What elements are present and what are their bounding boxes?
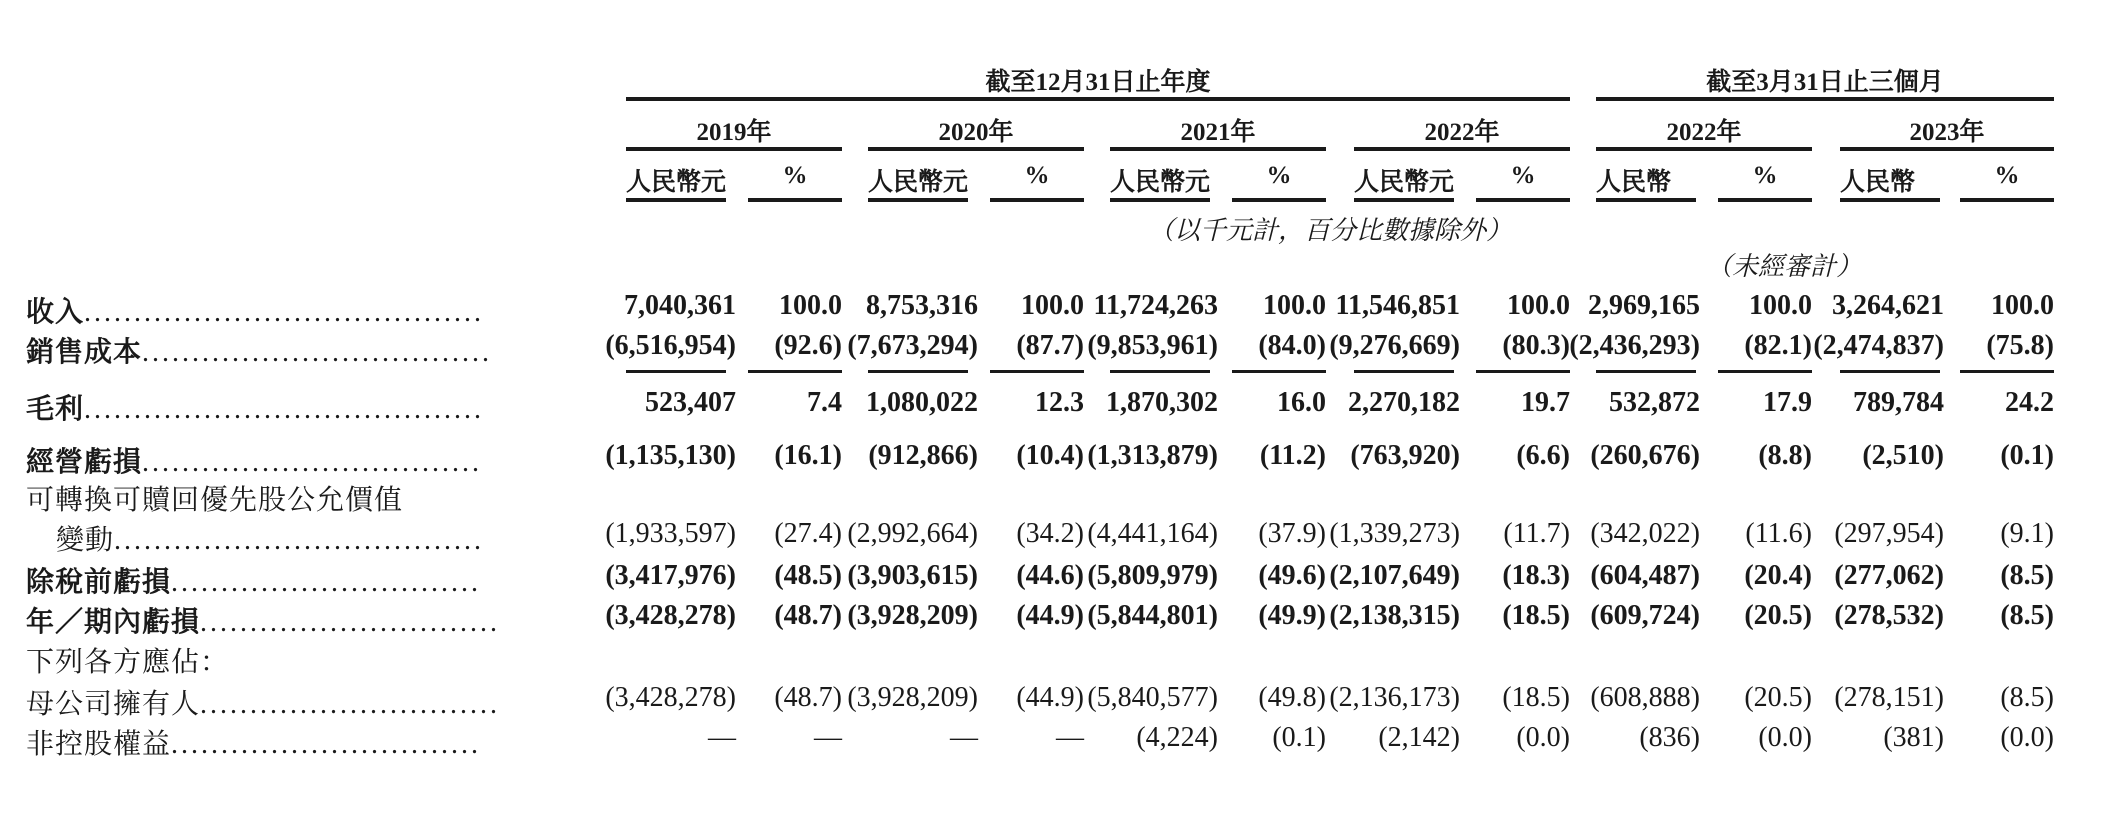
amount-cell: 2,270,182 xyxy=(1348,387,1460,418)
percent-cell: 100.0 xyxy=(1263,290,1326,321)
amount-cell: (2,136,173) xyxy=(1329,682,1460,713)
subcolumn-header-rule xyxy=(748,198,842,202)
percent-cell: (0.1) xyxy=(1272,722,1326,753)
percent-cell: (8.5) xyxy=(2000,560,2054,591)
amount-cell: (1,933,597) xyxy=(605,518,736,549)
row-label xyxy=(26,682,500,722)
leader-dots: .............................. xyxy=(200,607,501,638)
subtotal-rule xyxy=(868,370,968,373)
percent-cell: (75.8) xyxy=(1986,330,2054,361)
amount-cell: 532,872 xyxy=(1609,387,1700,418)
row-label xyxy=(26,440,482,480)
rmb-column-header: 人民幣元 xyxy=(626,169,727,196)
subcolumn-header-rule xyxy=(1718,198,1812,202)
subcolumn-header-rule xyxy=(868,198,968,202)
subcolumn-header-rule xyxy=(1232,198,1326,202)
subtotal-rule xyxy=(626,370,726,373)
rmb-column-header: 人民幣 xyxy=(1840,169,1916,196)
amount-cell: (2,510) xyxy=(1862,440,1944,471)
year-header-rule xyxy=(1110,147,1326,151)
row-label xyxy=(26,478,403,518)
year-header-rule xyxy=(868,147,1084,151)
percent-cell: — xyxy=(1056,722,1084,753)
percent-cell: (0.0) xyxy=(1516,722,1570,753)
amount-cell: (6,516,954) xyxy=(605,330,736,361)
amount-cell: (2,436,293) xyxy=(1569,330,1700,361)
amount-cell: (1,135,130) xyxy=(605,440,736,471)
row-label-text: 銷售成本 xyxy=(26,337,143,368)
percent-cell: (11.2) xyxy=(1259,440,1326,471)
amount-cell: 1,080,022 xyxy=(866,387,978,418)
subcolumn-header-rule xyxy=(1960,198,2054,202)
quarter-period-title: 截至3月31日止三個月 xyxy=(1706,69,1944,96)
row-label xyxy=(26,387,484,427)
row-label xyxy=(26,330,492,370)
subtotal-rule xyxy=(1476,370,1570,373)
amount-cell: 523,407 xyxy=(645,387,736,418)
amount-cell: (2,138,315) xyxy=(1329,600,1460,631)
amount-cell: 11,724,263 xyxy=(1093,290,1218,321)
percent-cell: (18.5) xyxy=(1502,600,1570,631)
amount-cell: (2,992,664) xyxy=(847,518,978,549)
rmb-column-header: 人民幣元 xyxy=(1110,169,1211,196)
leader-dots: ............................... xyxy=(171,729,482,760)
row-label xyxy=(26,560,481,600)
leader-dots: ............................... xyxy=(171,567,482,598)
percent-cell: (34.2) xyxy=(1016,518,1084,549)
year-header: 2022年 xyxy=(1666,119,1742,146)
year-header-rule xyxy=(1354,147,1570,151)
amount-cell: (2,474,837) xyxy=(1813,330,1944,361)
row-label xyxy=(26,600,500,640)
annual-period-title: 截至12月31日止年度 xyxy=(985,69,1211,96)
amount-cell: 7,040,361 xyxy=(624,290,736,321)
amount-cell: (2,142) xyxy=(1378,722,1460,753)
amount-cell: (5,840,577) xyxy=(1087,682,1218,713)
subtotal-rule xyxy=(1110,370,1210,373)
row-label xyxy=(26,640,229,680)
amount-cell: (342,022) xyxy=(1590,518,1700,549)
amount-cell: (278,151) xyxy=(1834,682,1944,713)
row-label-text: 下列各方應佔： xyxy=(26,647,230,678)
percent-cell: (48.7) xyxy=(774,600,842,631)
leader-dots: .................................. xyxy=(142,447,483,478)
amount-cell: (7,673,294) xyxy=(847,330,978,361)
percent-cell: (80.3) xyxy=(1502,330,1570,361)
leader-dots: ..................................... xyxy=(114,525,485,556)
percent-cell: 100.0 xyxy=(1021,290,1084,321)
amount-cell: (1,313,879) xyxy=(1087,440,1218,471)
row-label xyxy=(26,722,481,762)
percent-cell: (44.6) xyxy=(1016,560,1084,591)
subtotal-rule xyxy=(1232,370,1326,373)
leader-dots: ................................... xyxy=(142,337,493,368)
percent-cell: (8.8) xyxy=(1758,440,1812,471)
amount-cell: (277,062) xyxy=(1834,560,1944,591)
subtotal-rule xyxy=(1718,370,1812,373)
row-label xyxy=(56,518,484,558)
percent-cell: (49.9) xyxy=(1258,600,1326,631)
row-label-text: 年／期內虧損 xyxy=(26,607,201,638)
row-label-text: 經營虧損 xyxy=(26,447,143,478)
amount-cell: (2,107,649) xyxy=(1329,560,1460,591)
percent-cell: (92.6) xyxy=(774,330,842,361)
row-label-text: 母公司擁有人 xyxy=(26,689,201,720)
leader-dots: ........................................ xyxy=(84,297,485,328)
percent-cell: (0.0) xyxy=(2000,722,2054,753)
year-header: 2022年 xyxy=(1424,119,1500,146)
percent-cell: (11.7) xyxy=(1503,518,1570,549)
row-label-text: 變動 xyxy=(56,525,115,556)
amount-cell: — xyxy=(950,722,978,753)
unaudited-note: （未經審計） xyxy=(1706,252,1863,281)
rmb-column-header: 人民幣元 xyxy=(868,169,969,196)
percent-cell: 12.3 xyxy=(1035,387,1084,418)
annual-title-rule xyxy=(626,97,1570,101)
percent-cell: (44.9) xyxy=(1016,682,1084,713)
amount-cell: 3,264,621 xyxy=(1832,290,1944,321)
subcolumn-header-rule xyxy=(1110,198,1210,202)
percent-column-header: % xyxy=(782,162,808,189)
leader-dots: .............................. xyxy=(200,689,501,720)
amount-cell: (763,920) xyxy=(1350,440,1460,471)
percent-cell: (49.6) xyxy=(1258,560,1326,591)
row-label-text: 收入 xyxy=(26,297,85,328)
percent-cell: (18.3) xyxy=(1502,560,1570,591)
subtotal-rule xyxy=(1354,370,1454,373)
percent-cell: — xyxy=(814,722,842,753)
percent-cell: (37.9) xyxy=(1258,518,1326,549)
percent-cell: (44.9) xyxy=(1016,600,1084,631)
percent-cell: (20.5) xyxy=(1744,682,1812,713)
amount-cell: (912,866) xyxy=(868,440,978,471)
amount-cell: (3,417,976) xyxy=(605,560,736,591)
quarter-title-rule xyxy=(1596,97,2054,101)
percent-cell: 100.0 xyxy=(1507,290,1570,321)
percent-cell: 17.9 xyxy=(1763,387,1812,418)
amount-cell: (1,339,273) xyxy=(1329,518,1460,549)
subcolumn-header-rule xyxy=(990,198,1084,202)
year-header: 2019年 xyxy=(696,119,772,146)
subtotal-rule xyxy=(1840,370,1940,373)
subtotal-rule xyxy=(748,370,842,373)
percent-column-header: % xyxy=(1510,162,1536,189)
amount-cell: (297,954) xyxy=(1834,518,1944,549)
percent-cell: 100.0 xyxy=(1749,290,1812,321)
amount-cell: 2,969,165 xyxy=(1588,290,1700,321)
subcolumn-header-rule xyxy=(1354,198,1454,202)
percent-column-header: % xyxy=(1752,162,1778,189)
amount-cell: — xyxy=(708,722,736,753)
percent-cell: (6.6) xyxy=(1516,440,1570,471)
unit-note: （以千元計，百分比數據除外） xyxy=(1148,216,1513,245)
percent-cell: 7.4 xyxy=(807,387,842,418)
amount-cell: 1,870,302 xyxy=(1106,387,1218,418)
subcolumn-header-rule xyxy=(1596,198,1696,202)
percent-cell: (27.4) xyxy=(774,518,842,549)
rmb-column-header: 人民幣元 xyxy=(1354,169,1455,196)
amount-cell: (836) xyxy=(1639,722,1700,753)
year-header: 2021年 xyxy=(1180,119,1256,146)
year-header-rule xyxy=(1840,147,2054,151)
percent-column-header: % xyxy=(1266,162,1292,189)
amount-cell: (3,928,209) xyxy=(847,600,978,631)
percent-cell: (87.7) xyxy=(1016,330,1084,361)
subcolumn-header-rule xyxy=(626,198,726,202)
percent-cell: (11.6) xyxy=(1745,518,1812,549)
subtotal-rule xyxy=(1960,370,2054,373)
amount-cell: 11,546,851 xyxy=(1335,290,1460,321)
percent-cell: (16.1) xyxy=(774,440,842,471)
percent-cell: 16.0 xyxy=(1277,387,1326,418)
amount-cell: (5,844,801) xyxy=(1087,600,1218,631)
amount-cell: (5,809,979) xyxy=(1087,560,1218,591)
row-label xyxy=(26,290,484,330)
amount-cell: (260,676) xyxy=(1590,440,1700,471)
percent-cell: (18.5) xyxy=(1502,682,1570,713)
leader-dots: ........................................ xyxy=(84,394,485,425)
amount-cell: (9,276,669) xyxy=(1329,330,1460,361)
amount-cell: (3,428,278) xyxy=(605,600,736,631)
amount-cell: (278,532) xyxy=(1834,600,1944,631)
amount-cell: (609,724) xyxy=(1590,600,1700,631)
row-label-text: 毛利 xyxy=(26,394,85,425)
percent-cell: 100.0 xyxy=(1991,290,2054,321)
percent-cell: (10.4) xyxy=(1016,440,1084,471)
percent-cell: (48.7) xyxy=(774,682,842,713)
percent-cell: (48.5) xyxy=(774,560,842,591)
amount-cell: (381) xyxy=(1883,722,1944,753)
amount-cell: (3,428,278) xyxy=(605,682,736,713)
amount-cell: (4,441,164) xyxy=(1087,518,1218,549)
subtotal-rule xyxy=(1596,370,1696,373)
amount-cell: (604,487) xyxy=(1590,560,1700,591)
percent-cell: (8.5) xyxy=(2000,682,2054,713)
row-label-text: 可轉換可贖回優先股公允價值 xyxy=(26,485,404,516)
percent-cell: (9.1) xyxy=(2000,518,2054,549)
row-label-text: 除稅前虧損 xyxy=(26,567,172,598)
percent-cell: 24.2 xyxy=(2005,387,2054,418)
percent-cell: (0.1) xyxy=(2000,440,2054,471)
percent-cell: 19.7 xyxy=(1521,387,1570,418)
percent-column-header: % xyxy=(1994,162,2020,189)
amount-cell: (3,928,209) xyxy=(847,682,978,713)
percent-cell: (49.8) xyxy=(1258,682,1326,713)
percent-cell: (84.0) xyxy=(1258,330,1326,361)
amount-cell: (9,853,961) xyxy=(1087,330,1218,361)
subcolumn-header-rule xyxy=(1476,198,1570,202)
year-header: 2023年 xyxy=(1909,119,1985,146)
percent-cell: (8.5) xyxy=(2000,600,2054,631)
subtotal-rule xyxy=(990,370,1084,373)
percent-column-header: % xyxy=(1024,162,1050,189)
percent-cell: (20.4) xyxy=(1744,560,1812,591)
percent-cell: (82.1) xyxy=(1744,330,1812,361)
amount-cell: 789,784 xyxy=(1853,387,1944,418)
amount-cell: (3,903,615) xyxy=(847,560,978,591)
subcolumn-header-rule xyxy=(1840,198,1940,202)
amount-cell: (4,224) xyxy=(1136,722,1218,753)
row-label-text: 非控股權益 xyxy=(26,729,172,760)
amount-cell: 8,753,316 xyxy=(866,290,978,321)
year-header-rule xyxy=(1596,147,1812,151)
percent-cell: 100.0 xyxy=(779,290,842,321)
year-header: 2020年 xyxy=(938,119,1014,146)
percent-cell: (0.0) xyxy=(1758,722,1812,753)
percent-cell: (20.5) xyxy=(1744,600,1812,631)
amount-cell: (608,888) xyxy=(1590,682,1700,713)
rmb-column-header: 人民幣 xyxy=(1596,169,1672,196)
year-header-rule xyxy=(626,147,842,151)
